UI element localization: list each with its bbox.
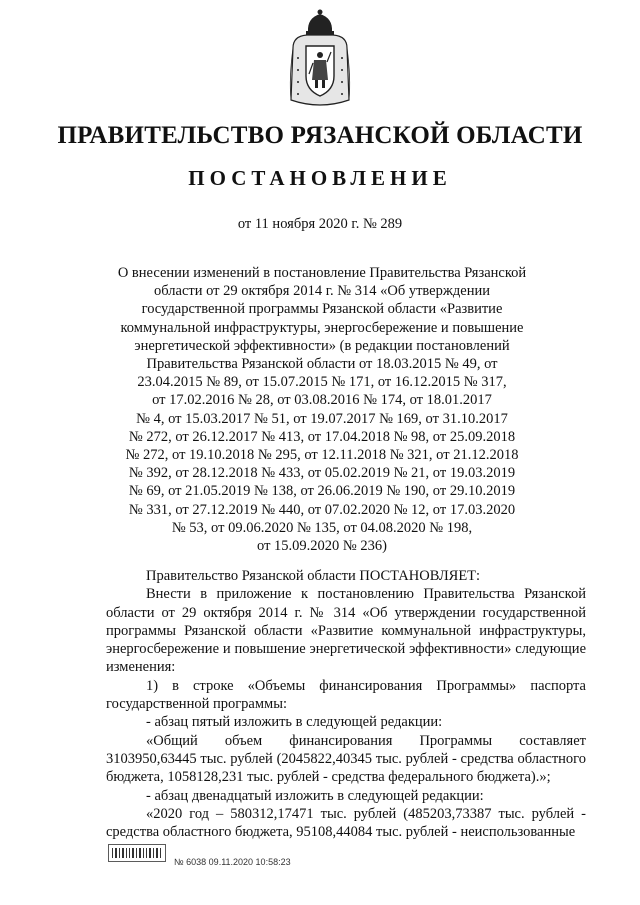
subject-line: № 69, от 21.05.2019 № 138, от 26.06.2019 № 190, от 29.10.2019 xyxy=(128,483,516,500)
document-subject xyxy=(108,264,536,555)
subject-line: № 4, от 15.03.2017 № 51, от 19.07.2017 № 169, от 31.10.2017 xyxy=(136,410,508,427)
subject-line: государственной программы Рязанской области «Развитие xyxy=(141,301,503,318)
subject-line: от 15.09.2020 № 236) xyxy=(257,538,387,555)
registration-code: № 6038 09.11.2020 10:58:23 xyxy=(174,857,291,867)
document-body xyxy=(106,567,586,841)
intro-paragraph: Внести в приложение к постановлению Правительства Рязанской области от 29 октября 2014 г. № 314 «Об утверждении государственной программы Рязанской области «Развитие коммунальной инфраструктуры, энергосбережение и повышение энергетической эффективности» следующие изменения: xyxy=(106,586,586,676)
quote-1-paragraph: «Общий объем финансирования Программы составляет 3103950,63445 тыс. рублей (2045822,40345 тыс. рублей - средства областного бюджета, 1058128,231 тыс. рублей - средства федерального бюджета).»; xyxy=(106,732,586,786)
item-1-paragraph: 1) в строке «Объемы финансирования Программы» паспорта государственной программы: xyxy=(106,677,586,713)
document-date-number: от 11 ноября 2020 г. № 289 xyxy=(237,216,403,232)
coat-of-arms-emblem xyxy=(285,8,355,113)
subject-line: № 331, от 27.12.2019 № 440, от 07.02.2020 № 12, от 17.03.2020 xyxy=(128,501,516,518)
decree-line: Правительство Рязанской области ПОСТАНОВЛЯЕТ: xyxy=(146,568,481,584)
subject-line: № 272, от 26.12.2017 № 413, от 17.04.2018 № 98, от 25.09.2018 xyxy=(128,428,516,445)
quote-2-paragraph: «2020 год – 580312,17471 тыс. рублей (485203,73387 тыс. рублей - средства областного бюджета, 95108,44084 тыс. рублей - неиспользованные xyxy=(106,805,586,841)
subject-line: области от 29 октября 2014 г. № 314 «Об утверждении xyxy=(154,283,490,300)
subject-line: № 272, от 19.10.2018 № 295, от 12.11.2018 № 321, от 21.12.2018 xyxy=(125,447,519,464)
subject-line: № 53, от 09.06.2020 № 135, от 04.08.2020 № 198, xyxy=(171,519,473,536)
document-type: ПОСТАНОВЛЕНИЕ xyxy=(188,166,452,190)
subject-line: № 392, от 28.12.2018 № 433, от 05.02.2019 № 21, от 19.03.2019 xyxy=(128,465,516,482)
subject-line: коммунальной инфраструктуры, энергосбережение и повышение xyxy=(120,319,524,336)
organization-title: ПРАВИТЕЛЬСТВО РЯЗАНСКОЙ ОБЛАСТИ xyxy=(57,122,583,149)
subject-line: Правительства Рязанской области от 18.03.2015 № 49, от xyxy=(146,356,498,373)
subject-line: 23.04.2015 № 89, от 15.07.2015 № 171, от 16.12.2015 № 317, xyxy=(137,374,507,391)
barcode-stamp xyxy=(108,844,166,862)
subject-line: от 17.02.2016 № 28, от 03.08.2016 № 174, от 18.01.2017 xyxy=(152,392,492,409)
abzac-5-paragraph: - абзац пятый изложить в следующей редакции: xyxy=(146,714,443,731)
abzac-12-paragraph: - абзац двенадцатый изложить в следующей редакции: xyxy=(146,787,484,804)
subject-line: О внесении изменений в постановление Правительства Рязанской xyxy=(117,265,527,281)
subject-line: энергетической эффективности» (в редакции постановлений xyxy=(134,337,510,354)
